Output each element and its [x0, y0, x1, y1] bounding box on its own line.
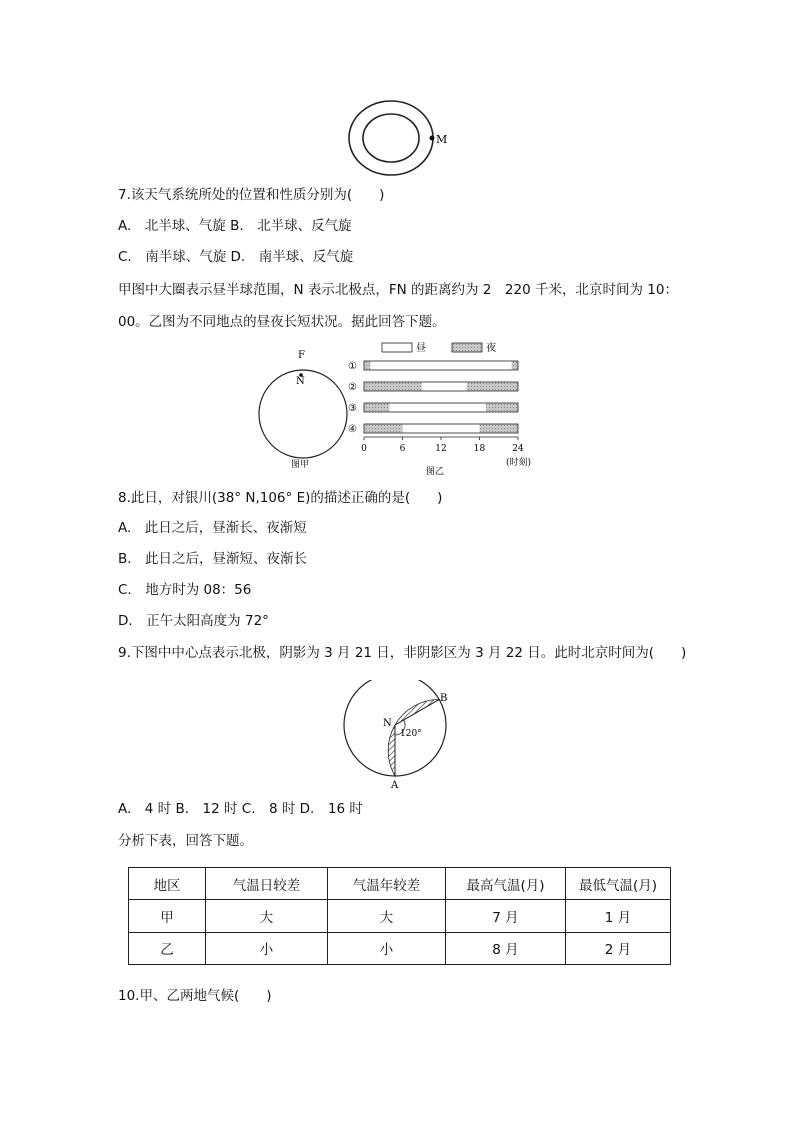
table-cell: 2 月	[566, 932, 671, 964]
row-label: ①	[348, 361, 357, 372]
table-row	[129, 932, 671, 964]
point-a-label: A	[391, 780, 399, 791]
table-row	[129, 900, 671, 932]
row-label: ④	[348, 424, 357, 435]
legend-day-label: 昼	[416, 343, 426, 354]
q8-option-b: B. 此日之后，昼渐短、夜渐长	[118, 551, 308, 567]
q9-stem: 9.下图中中心点表示北极，阴影为 3 月 21 日，非阴影区为 3 月 22 日。此时北京时间为( )	[118, 645, 687, 661]
q10-stem: 10.甲、乙两地气候( )	[118, 988, 272, 1004]
day-segment	[422, 382, 467, 391]
header-cell: 气温年较差	[328, 868, 446, 900]
night-segment	[364, 424, 403, 433]
table-cell: 甲	[129, 900, 206, 932]
q8-option-c: C. 地方时为 08：56	[118, 582, 252, 598]
north-pole-label: N	[383, 718, 392, 729]
table-cell: 1 月	[566, 900, 671, 932]
table-cell: 大	[328, 900, 446, 932]
point-n-label: N	[296, 376, 305, 387]
night-segment	[364, 361, 370, 370]
day-segment	[390, 403, 486, 412]
night-segment	[512, 361, 518, 370]
point-m-label: M	[436, 133, 448, 146]
tick-label: 0	[361, 444, 367, 454]
night-segment	[364, 382, 422, 391]
table-cell: 乙	[129, 932, 206, 964]
meridian-b	[395, 700, 439, 726]
table-cell: 小	[206, 932, 328, 964]
header-cell: 气温日较差	[206, 868, 328, 900]
point-f-label: F	[298, 350, 305, 361]
table-cell: 小	[328, 932, 446, 964]
q8-option-a: A. 此日之后，昼渐长、夜渐短	[118, 520, 307, 536]
q7-stem: 7.该天气系统所处的位置和性质分别为( )	[118, 187, 385, 203]
tick-label: 6	[399, 444, 406, 454]
table-cell: 7 月	[446, 900, 566, 932]
intro10: 分析下表，回答下题。	[118, 833, 253, 849]
day-segment	[370, 361, 511, 370]
table-header-row	[129, 868, 671, 900]
table-cell: 大	[206, 900, 328, 932]
row-label: ②	[348, 382, 357, 393]
day-segment	[403, 424, 480, 433]
tick-label: 18	[473, 444, 486, 454]
legend-day-swatch	[382, 343, 412, 352]
inner-isobar	[363, 114, 419, 162]
figure-yi	[342, 338, 557, 478]
tick-label: 12	[435, 444, 447, 454]
q7-options-cd: C. 南半球、气旋 D. 南半球、反气旋	[118, 249, 354, 265]
intro8-line2: 00。乙图为不同地点的昼夜长短状况。据此回答下题。	[118, 314, 446, 330]
outer-isobar	[349, 101, 433, 175]
q7-isobar-figure	[340, 98, 460, 178]
night-segment	[486, 403, 518, 412]
climate-table	[128, 867, 671, 965]
q9-polar-figure	[340, 680, 460, 795]
figure-jia	[255, 348, 355, 473]
angle-label: 120°	[400, 729, 422, 739]
intro8-line1: 甲图中大圈表示昼半球范围，N 表示北极点，FN 的距离约为 2 220 千米，北京时间为 10：	[118, 282, 678, 298]
caption-yi: 图乙	[426, 467, 445, 477]
q9-options: A. 4 时 B. 12 时 C. 8 时 D. 16 时	[118, 801, 363, 817]
point-b-label: B	[440, 693, 448, 704]
point-m-dot	[430, 136, 435, 141]
q8-option-d: D. 正午太阳高度为 72°	[118, 613, 269, 629]
caption-jia: 图甲	[291, 460, 310, 470]
header-cell: 最低气温(月)	[566, 868, 671, 900]
legend-night-swatch	[452, 343, 482, 352]
row-label: ③	[348, 403, 357, 414]
legend-night-label: 夜	[486, 343, 496, 354]
tick-label: 24	[512, 444, 524, 454]
axis-unit: (时刻)	[506, 458, 532, 468]
table-cell: 8 月	[446, 932, 566, 964]
header-cell: 最高气温(月)	[446, 868, 566, 900]
night-segment	[364, 403, 390, 412]
header-cell: 地区	[129, 868, 206, 900]
night-segment	[480, 424, 519, 433]
q8-stem: 8.此日，对银川(38° N,106° E)的描述正确的是( )	[118, 490, 443, 506]
night-segment	[467, 382, 518, 391]
q7-options-ab: A. 北半球、气旋 B. 北半球、反气旋	[118, 218, 352, 234]
